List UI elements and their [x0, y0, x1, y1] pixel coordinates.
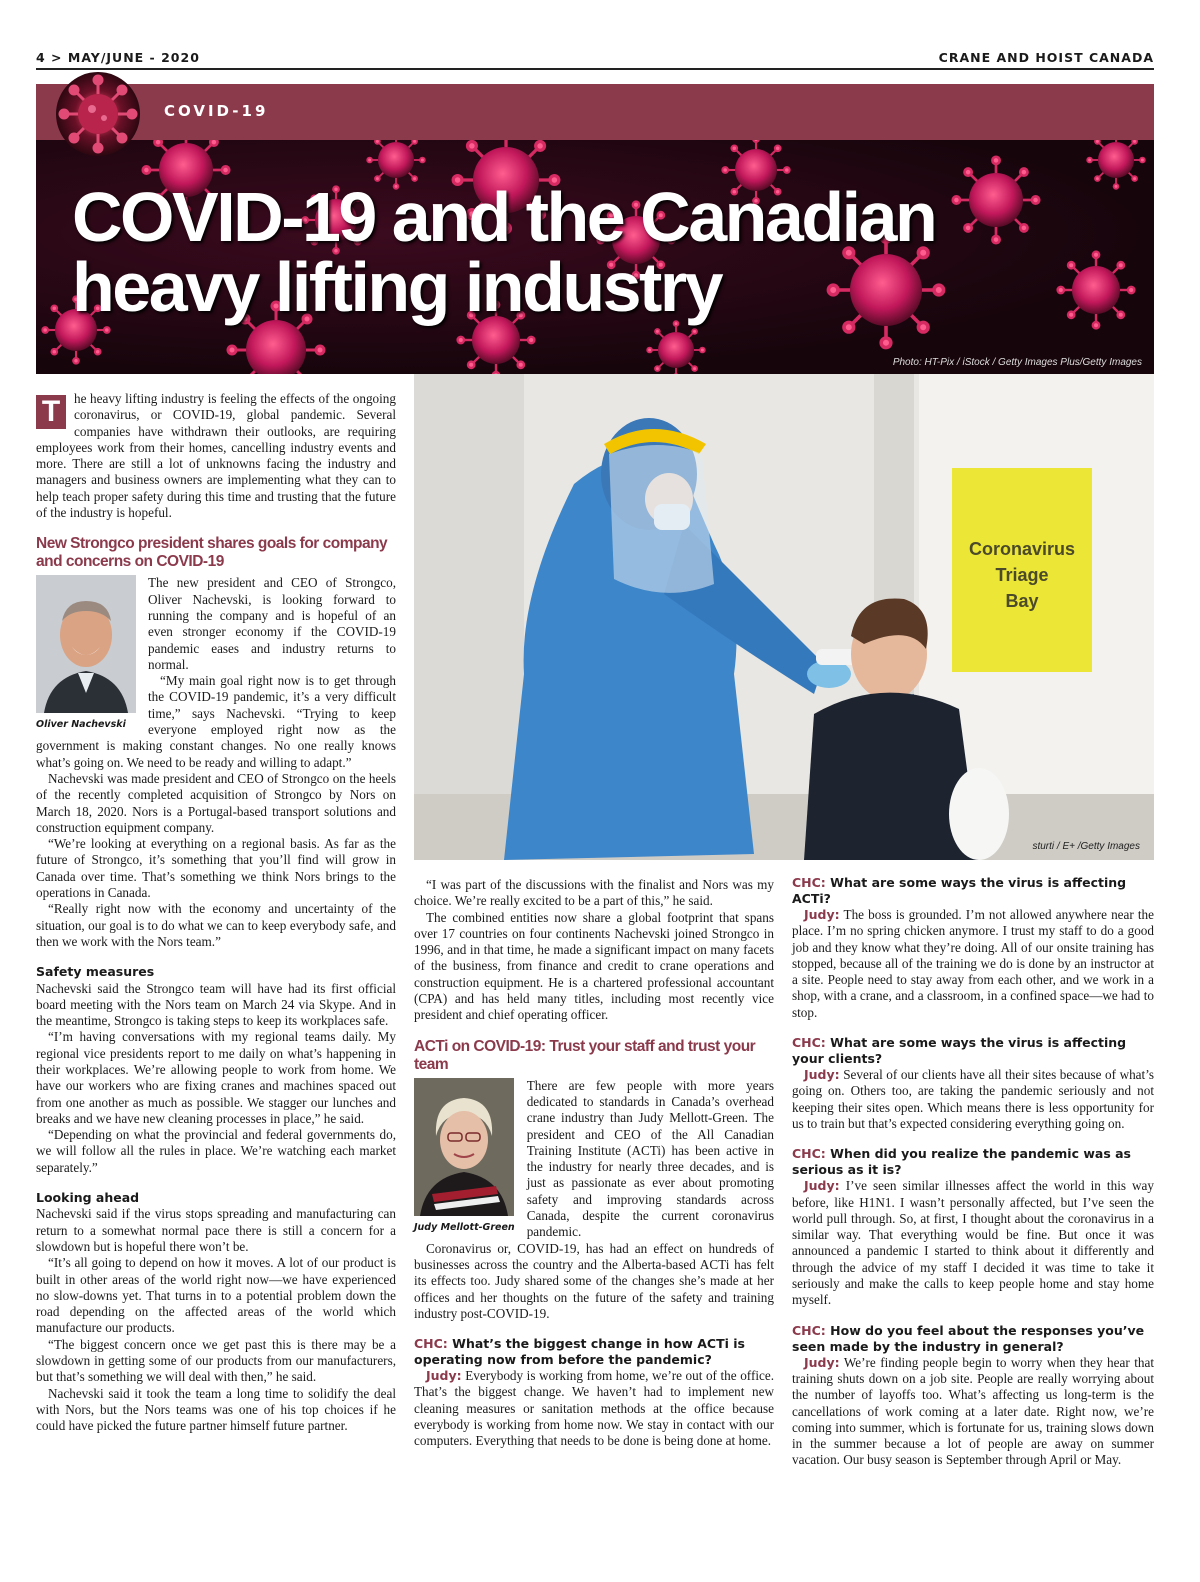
qa-answer [792, 1178, 1154, 1308]
looking-ahead-heading: Looking ahead [36, 1190, 140, 1206]
safety-measures-heading: Safety measures [36, 964, 155, 980]
ahead-paragraph: Nachevski said if the virus stops spreading and manufacturing can return to a somewhat normal pace there is still a concern for a slowdown but is hopeful there won’t be. [36, 1206, 396, 1254]
question-text: How do you feel about the responses you’ve seen made by the industry in general? [792, 1322, 1145, 1354]
strongco-paragraph: “Really right now with the economy and uncertainty of the situation, our goal is to do what we can to keep everybody safe, and then we work with the Nors team.” [36, 901, 396, 949]
strongco-paragraph: The new president and CEO of Strongco, Oliver Nachevski, is looking forward to running the company and is hopeful of an even stronger economy if the COVID-19 pandemic eases and industry returns to normal. [148, 575, 396, 672]
strongco-paragraph: Nachevski was made president and CEO of Strongco on the heels of the recently completed acquisition of Strongco by Nors on March 18, 2020. Nors is a Portugal-based transport solutions and construction equipment company. [36, 770, 396, 835]
chc-prefix: CHC: [792, 875, 826, 890]
acti-paragraph: There are few people with more years dedicated to standards in Canada’s overhead crane industry than Judy Mellott-Green. The president and CEO of the All Canadian Training Institute (ACTi) has been active in the industry for nearly three decades, and is just as passionate as ever about promoting safety and improving standards across Canada, despite the current coronavirus pandemic. [526, 1077, 774, 1240]
qa-question [792, 1323, 1154, 1355]
drop-cap: T [36, 395, 66, 429]
judy-mellott-green-photo [414, 1078, 514, 1216]
running-header [36, 48, 1154, 70]
hero-photo-credit: Photo: HT-Pix / iStock / Getty Images Plus/Getty Images [892, 357, 1142, 368]
qa-answer [792, 1067, 1154, 1132]
qa-answer [792, 907, 1154, 1021]
strongco-paragraph: “We’re looking at everything on a regional basis. As far as the future of Strongco, it’s something that you’ll find will grow in Canada over time. That’s something we think Nors brings to the operations in Canada. [36, 836, 396, 901]
chc-prefix: CHC: [792, 1322, 826, 1338]
title-line-2: heavy lifting industry [72, 248, 721, 326]
judy-prefix: Judy: [804, 907, 840, 922]
answer-text: I’ve seen similar illnesses affect the world in this way before, like H1N1. I wasn’t personally affected, but I’ve seen the world pull through. So, at first, I thought about the coronavirus in a similar way. That everything would be fine. But once it was announced a pandemic I started to think about it differently and through the advice of my staff I decided it was time to take it seriously and make the calls to keep people home and stay home myself. [792, 1178, 1155, 1308]
strongco-paragraph: “My main goal right now is to get through the COVID-19 pandemic, it’s a very difficult time,” says Nachevski. “Trying to keep everyone employed right now as the government is making constant changes. No one really knows what’s going on. We need to be ready and willing to adapt.” [36, 673, 396, 770]
qa-question [414, 1336, 774, 1368]
section-band [36, 84, 1154, 140]
intro-text: he heavy lifting industry is feeling the effects of the ongoing coronavirus, or COVID-19, global pandemic. Several companies have withdrawn their outlooks, are requiring employees work from their homes, cancelling industry events and more. There are still a lot of unknowns facing the industry and managers and business owners are implementing what they can to help teach proper safety during this time and trusting that the future of the industry is hopeful. [36, 391, 396, 521]
safety-paragraph: Nachevski said the Strongco team will have had its first official board meeting with the Nors team on March 24 via Skype. And in the meantime, Strongco is taking steps to keep its workplaces safe. [36, 980, 396, 1029]
answer-text: Several of our clients have all their sites because of what’s going on. Others too, are taking the pandemic seriously and not keeping their sites open. Which means there is less opportunity for us to train but that’s expected considering everything going on. [792, 1067, 1154, 1131]
intro-paragraph [36, 391, 396, 521]
column-1 [36, 391, 396, 1435]
qa-question [792, 1146, 1154, 1178]
ahead-paragraph: Nachevski said it took the team a long time to solidify the deal with Nors, but the Nors teams was one of his top choices if he could have picked the future partner himself future partner. [36, 1385, 396, 1434]
sign-text: Coronavirus Triage Bay [968, 539, 1076, 611]
qa-answer [414, 1368, 774, 1449]
publication-name: CRANE AND HOIST CANADA [938, 50, 1154, 65]
judy-prefix: Judy: [426, 1368, 462, 1384]
question-text: What’s the biggest change in how ACTi is operating now from before the pandemic? [414, 1336, 745, 1368]
answer-text: The boss is grounded. I’m not allowed anywhere near the place. I’m no spring chicken anymore. I trust my staff to do a good job and they know what they’re doing. All of our onsite training has stopped, because all of the training we do is done by an instructor at a site. People need to stay away from each other, and we work in a shop, with a crane, and a classroom, in a confined space—we had to stop. [792, 907, 1154, 1020]
strongco-continued-paragraph: “I was part of the discussions with the finalist and Nors was my choice. We’re really excited to be a part of this,” he said. [414, 877, 774, 909]
title-line-1: COVID-19 and the Canadian [72, 178, 936, 256]
acti-heading: ACTi on COVID-19: Trust your staff and trust your team [414, 1037, 756, 1073]
column-3 [792, 875, 1154, 1469]
qa-answer [792, 1355, 1154, 1469]
safety-paragraph: “I’m having conversations with my regional teams daily. My regional vice presidents report to me daily on what’s happening in their workplaces. We’re allowing people to work from home. We have our workers who are fixing cranes and machines spaced out from one another as much as possible. We stagger our lunches and breaks and we have new cleaning processes in place,” he said. [36, 1029, 396, 1126]
coronavirus-triage-sign [952, 468, 1092, 672]
answer-text: We’re finding people begin to worry when they hear that training shuts down on a job site. People are really worrying about the number of layoffs too. What’s affecting us long-term is the cancellations of work coming at a later date. Right now, we’re coming into summer, which is fortunate for us, training slows down in the summer because a lot of people are away on summer vacation. Our busy season is September through April or May. [792, 1354, 1154, 1468]
main-photo-credit: sturti / E+ /Getty Images [1032, 841, 1140, 852]
question-text: What are some ways the virus is affecting ACTi? [792, 875, 1127, 906]
safety-paragraph: “Depending on what the provincial and federal governments do, we will follow all the rules in place. We’re watching each market separately.” [36, 1127, 396, 1175]
chc-prefix: CHC: [792, 1146, 826, 1162]
ahead-paragraph: “It’s all going to depend on how it moves. A lot of our product is built in other areas of the world right now—we have experienced no slow-downs yet. That turns in to a potential problem down the road depending on the affected areas of the world which manufacture our products. [36, 1255, 396, 1336]
question-text: When did you realize the pandemic was as serious as it is? [792, 1146, 1131, 1178]
hero-banner [36, 140, 1154, 374]
main-photo-triage [414, 374, 1154, 860]
chc-prefix: CHC: [414, 1336, 448, 1352]
question-text: What are some ways the virus is affecting your clients? [792, 1035, 1127, 1067]
acti-paragraph: Coronavirus or, COVID-19, has had an effect on hundreds of businesses across the country and the Alberta-based ACTi has felt its effects too. Judy shared some of the changes she’s made at her offices and her thoughts on the future of the safety and training industry post-COVID-19. [414, 1240, 774, 1321]
judy-prefix: Judy: [804, 1067, 840, 1083]
judy-prefix: Judy: [804, 1178, 840, 1194]
article-title [72, 178, 936, 326]
qa-question [792, 1035, 1154, 1067]
strongco-continued-paragraph: The combined entities now share a global footprint that spans over 17 countries on four continents Nachevski joined Strongco in 1996, and in that time, he made a significant impact on many facets of the business, from finance and credit to crane operations and construction equipment. He is a chartered professional accountant (CPA) and has held many titles, including most recently vice president and chief operating officer. [414, 909, 774, 1023]
oliver-photo-figure [36, 575, 136, 733]
chc-prefix: CHC: [792, 1035, 826, 1051]
virus-icon [56, 72, 140, 156]
judy-photo-figure [414, 1078, 515, 1236]
judy-photo-caption: Judy Mellott-Green [414, 1221, 515, 1233]
column-2 [414, 877, 774, 1450]
oliver-photo-caption: Oliver Nachevski [36, 719, 126, 731]
ahead-paragraph: “The biggest concern once we get past this is there may be a slowdown in getting some of our products from our manufacturers, but that’s something we will deal with then,” he said. [36, 1336, 396, 1385]
qa-question [792, 875, 1154, 907]
strongco-heading: New Strongco president shares goals for company and concerns on COVID-19 [36, 535, 388, 571]
page-issue: 4 > MAY/JUNE - 2020 [36, 50, 200, 65]
judy-prefix: Judy: [804, 1354, 840, 1370]
answer-text: Everybody is working from home, we’re out of the office. That’s the biggest change. We haven’t had to implement new cleaning measures or sanitation methods at the office because everybody is working from home now. We stay in contact with our computers. Everything that needs to be done is being done at home. [414, 1368, 775, 1449]
oliver-nachevski-photo [36, 575, 136, 713]
section-label: COVID-19 [164, 102, 269, 120]
